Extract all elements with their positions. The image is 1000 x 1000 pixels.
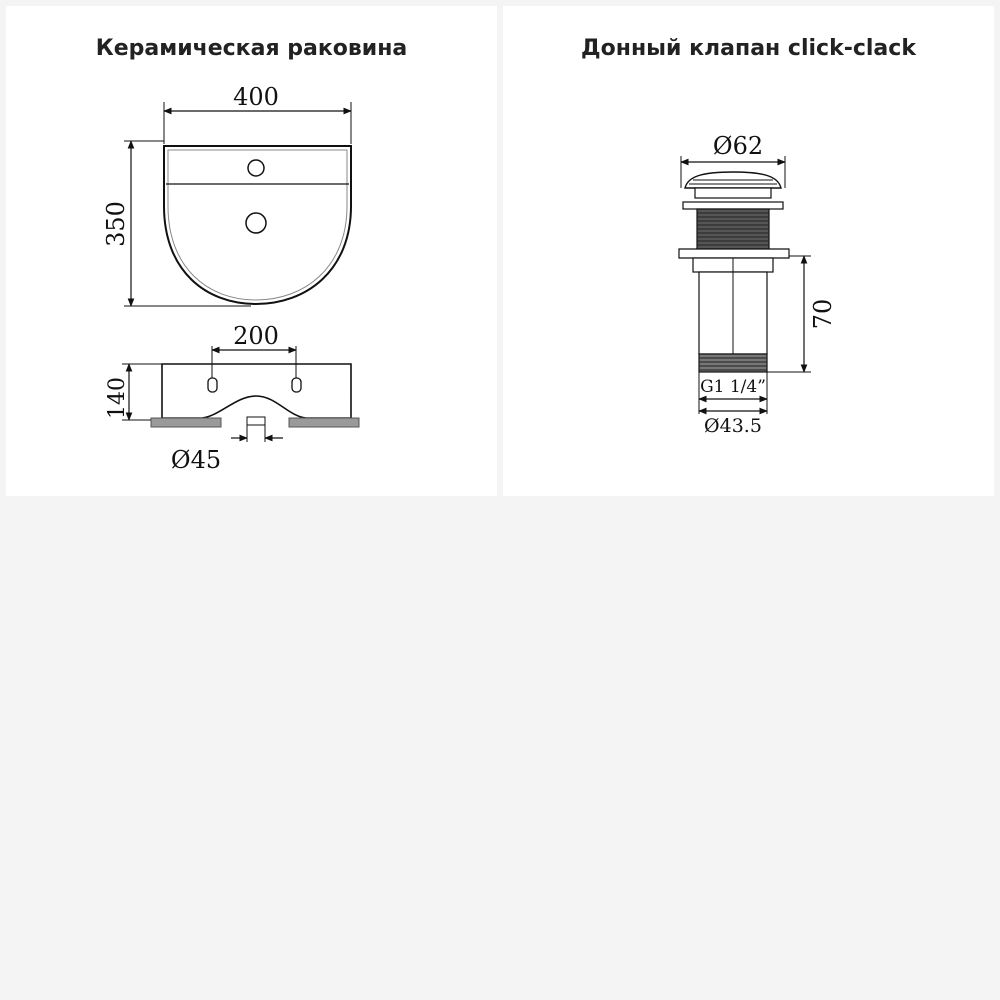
length-label: 70 xyxy=(809,298,837,330)
sink-panel xyxy=(6,6,497,496)
upper-flange xyxy=(683,202,783,209)
holes-label: 200 xyxy=(233,322,279,350)
drain-panel xyxy=(503,6,994,496)
sink-side-outline xyxy=(162,364,351,418)
sink-top-outline xyxy=(164,146,351,304)
sink-inner-outline xyxy=(168,150,347,300)
body-diameter-label: Ø43.5 xyxy=(704,415,762,437)
depth-label: 350 xyxy=(102,201,130,247)
outlet-thread xyxy=(699,354,767,372)
mount-hole-left xyxy=(208,378,217,392)
drain-title: Донный клапан click-clack xyxy=(581,36,916,61)
cap-diameter-label: Ø62 xyxy=(712,132,764,160)
support-left xyxy=(151,418,221,427)
thread-label: G1 1/4” xyxy=(700,377,766,397)
drain-hole xyxy=(246,213,266,233)
drain-drawing xyxy=(503,6,994,496)
sink-drawing xyxy=(6,6,497,496)
support-right xyxy=(289,418,359,427)
sink-title: Керамическая раковина xyxy=(95,36,408,61)
lower-flange xyxy=(679,249,789,258)
outlet-stub xyxy=(247,417,265,425)
tap-hole xyxy=(248,160,264,176)
mount-hole-right xyxy=(292,378,301,392)
cap-collar xyxy=(695,188,771,198)
height-label: 140 xyxy=(105,377,130,419)
width-label: 400 xyxy=(233,83,279,111)
outlet-label: Ø45 xyxy=(170,446,222,474)
